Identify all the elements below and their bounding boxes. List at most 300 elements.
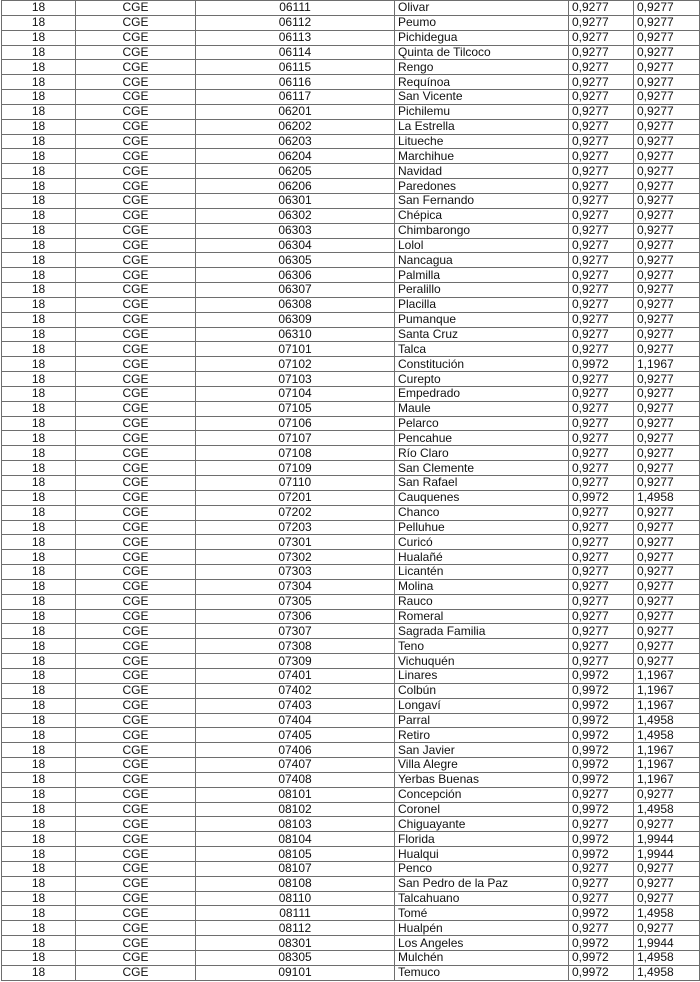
company-cell: CGE [76, 594, 196, 609]
company-cell: CGE [76, 758, 196, 773]
commune-code-cell: 07401 [196, 668, 395, 683]
commune-code-cell: 07309 [196, 654, 395, 669]
zone-cell: 18 [2, 861, 76, 876]
table-row [2, 75, 700, 90]
company-cell: CGE [76, 876, 196, 891]
commune-name-cell: Pumanque [395, 312, 569, 327]
factor-b-cell: 0,9277 [634, 550, 700, 565]
factor-a-cell: 0,9277 [569, 134, 634, 149]
commune-code-cell: 08103 [196, 817, 395, 832]
commune-code-cell: 07203 [196, 520, 395, 535]
factor-a-cell: 0,9277 [569, 594, 634, 609]
table-row [2, 787, 700, 802]
factor-b-cell: 0,9277 [634, 431, 700, 446]
factor-b-cell: 0,9277 [634, 90, 700, 105]
factor-a-cell: 0,9277 [569, 609, 634, 624]
commune-name-cell: Vichuquén [395, 654, 569, 669]
table-row [2, 208, 700, 223]
zone-cell: 18 [2, 654, 76, 669]
factor-a-cell: 0,9972 [569, 683, 634, 698]
commune-name-cell: Constitución [395, 357, 569, 372]
table-row [2, 446, 700, 461]
factor-b-cell: 0,9277 [634, 223, 700, 238]
company-cell: CGE [76, 505, 196, 520]
factor-a-cell: 0,9277 [569, 476, 634, 491]
commune-name-cell: Romeral [395, 609, 569, 624]
table-row [2, 386, 700, 401]
zone-cell: 18 [2, 416, 76, 431]
zone-cell: 18 [2, 312, 76, 327]
table-row [2, 906, 700, 921]
table-row [2, 817, 700, 832]
zone-cell: 18 [2, 90, 76, 105]
table-row [2, 253, 700, 268]
factor-a-cell: 0,9972 [569, 743, 634, 758]
zone-cell: 18 [2, 698, 76, 713]
zone-cell: 18 [2, 223, 76, 238]
factor-b-cell: 1,4958 [634, 802, 700, 817]
commune-name-cell: Licantén [395, 565, 569, 580]
factor-b-cell: 0,9277 [634, 461, 700, 476]
zone-cell: 18 [2, 876, 76, 891]
factor-a-cell: 0,9277 [569, 372, 634, 387]
commune-code-cell: 06305 [196, 253, 395, 268]
table-row [2, 461, 700, 476]
factor-b-cell: 0,9277 [634, 609, 700, 624]
factor-a-cell: 0,9277 [569, 208, 634, 223]
company-cell: CGE [76, 208, 196, 223]
table-row [2, 965, 700, 980]
table-row [2, 15, 700, 30]
commune-name-cell: San Rafael [395, 476, 569, 491]
zone-cell: 18 [2, 891, 76, 906]
factor-a-cell: 0,9277 [569, 461, 634, 476]
commune-name-cell: Río Claro [395, 446, 569, 461]
factor-a-cell: 0,9277 [569, 164, 634, 179]
factor-a-cell: 0,9277 [569, 565, 634, 580]
commune-code-cell: 06307 [196, 283, 395, 298]
factor-a-cell: 0,9277 [569, 75, 634, 90]
commune-rate-table [1, 0, 700, 981]
zone-cell: 18 [2, 179, 76, 194]
company-cell: CGE [76, 639, 196, 654]
company-cell: CGE [76, 832, 196, 847]
table-row [2, 728, 700, 743]
commune-name-cell: Florida [395, 832, 569, 847]
commune-code-cell: 07105 [196, 401, 395, 416]
table-row [2, 639, 700, 654]
factor-b-cell: 0,9277 [634, 386, 700, 401]
company-cell: CGE [76, 698, 196, 713]
factor-a-cell: 0,9277 [569, 416, 634, 431]
company-cell: CGE [76, 535, 196, 550]
commune-code-cell: 08111 [196, 906, 395, 921]
table-row [2, 297, 700, 312]
commune-code-cell: 07404 [196, 713, 395, 728]
table-row [2, 565, 700, 580]
company-cell: CGE [76, 906, 196, 921]
table-row [2, 758, 700, 773]
zone-cell: 18 [2, 624, 76, 639]
zone-cell: 18 [2, 772, 76, 787]
commune-name-cell: Colbún [395, 683, 569, 698]
table-row [2, 802, 700, 817]
factor-a-cell: 0,9277 [569, 327, 634, 342]
factor-a-cell: 0,9277 [569, 297, 634, 312]
factor-b-cell: 0,9277 [634, 208, 700, 223]
factor-b-cell: 0,9277 [634, 179, 700, 194]
factor-a-cell: 0,9277 [569, 624, 634, 639]
factor-b-cell: 0,9277 [634, 312, 700, 327]
zone-cell: 18 [2, 609, 76, 624]
commune-code-cell: 06205 [196, 164, 395, 179]
zone-cell: 18 [2, 802, 76, 817]
company-cell: CGE [76, 179, 196, 194]
company-cell: CGE [76, 75, 196, 90]
zone-cell: 18 [2, 476, 76, 491]
commune-name-cell: Parral [395, 713, 569, 728]
zone-cell: 18 [2, 268, 76, 283]
factor-a-cell: 0,9277 [569, 238, 634, 253]
commune-code-cell: 06204 [196, 149, 395, 164]
table-row [2, 342, 700, 357]
zone-cell: 18 [2, 149, 76, 164]
table-row [2, 357, 700, 372]
factor-b-cell: 0,9277 [634, 45, 700, 60]
commune-code-cell: 07107 [196, 431, 395, 446]
factor-b-cell: 0,9277 [634, 401, 700, 416]
commune-name-cell: Yerbas Buenas [395, 772, 569, 787]
commune-code-cell: 07406 [196, 743, 395, 758]
commune-name-cell: Cauquenes [395, 490, 569, 505]
table-row [2, 134, 700, 149]
factor-a-cell: 0,9277 [569, 639, 634, 654]
zone-cell: 18 [2, 639, 76, 654]
commune-name-cell: Curepto [395, 372, 569, 387]
table-row [2, 164, 700, 179]
zone-cell: 18 [2, 134, 76, 149]
factor-b-cell: 1,1967 [634, 743, 700, 758]
table-row [2, 119, 700, 134]
factor-a-cell: 0,9277 [569, 386, 634, 401]
commune-name-cell: Chépica [395, 208, 569, 223]
table-row [2, 654, 700, 669]
company-cell: CGE [76, 476, 196, 491]
commune-name-cell: Chimbarongo [395, 223, 569, 238]
zone-cell: 18 [2, 847, 76, 862]
company-cell: CGE [76, 520, 196, 535]
factor-b-cell: 0,9277 [634, 15, 700, 30]
commune-name-cell: Marchihue [395, 149, 569, 164]
factor-b-cell: 0,9277 [634, 861, 700, 876]
company-cell: CGE [76, 253, 196, 268]
zone-cell: 18 [2, 1, 76, 16]
commune-name-cell: Pichidegua [395, 30, 569, 45]
zone-cell: 18 [2, 550, 76, 565]
company-cell: CGE [76, 268, 196, 283]
commune-code-cell: 08110 [196, 891, 395, 906]
company-cell: CGE [76, 461, 196, 476]
company-cell: CGE [76, 372, 196, 387]
company-cell: CGE [76, 223, 196, 238]
factor-b-cell: 0,9277 [634, 639, 700, 654]
factor-b-cell: 1,1967 [634, 668, 700, 683]
factor-b-cell: 0,9277 [634, 817, 700, 832]
factor-b-cell: 0,9277 [634, 476, 700, 491]
factor-a-cell: 0,9277 [569, 921, 634, 936]
commune-code-cell: 07202 [196, 505, 395, 520]
commune-code-cell: 06306 [196, 268, 395, 283]
company-cell: CGE [76, 550, 196, 565]
factor-b-cell: 1,1967 [634, 698, 700, 713]
company-cell: CGE [76, 951, 196, 966]
commune-name-cell: Placilla [395, 297, 569, 312]
commune-name-cell: Rauco [395, 594, 569, 609]
commune-name-cell: Curicó [395, 535, 569, 550]
factor-a-cell: 0,9277 [569, 149, 634, 164]
table-row [2, 30, 700, 45]
zone-cell: 18 [2, 431, 76, 446]
factor-b-cell: 0,9277 [634, 520, 700, 535]
company-cell: CGE [76, 683, 196, 698]
factor-a-cell: 0,9972 [569, 847, 634, 862]
company-cell: CGE [76, 624, 196, 639]
company-cell: CGE [76, 134, 196, 149]
factor-b-cell: 1,1967 [634, 357, 700, 372]
table-row [2, 535, 700, 550]
commune-name-cell: Retiro [395, 728, 569, 743]
table-row [2, 45, 700, 60]
commune-name-cell: Longaví [395, 698, 569, 713]
zone-cell: 18 [2, 297, 76, 312]
factor-a-cell: 0,9972 [569, 698, 634, 713]
factor-a-cell: 0,9277 [569, 431, 634, 446]
zone-cell: 18 [2, 906, 76, 921]
commune-code-cell: 07103 [196, 372, 395, 387]
commune-code-cell: 08105 [196, 847, 395, 862]
commune-name-cell: Rengo [395, 60, 569, 75]
table-row [2, 713, 700, 728]
zone-cell: 18 [2, 713, 76, 728]
commune-name-cell: Concepción [395, 787, 569, 802]
zone-cell: 18 [2, 45, 76, 60]
zone-cell: 18 [2, 965, 76, 980]
table-row [2, 683, 700, 698]
company-cell: CGE [76, 861, 196, 876]
commune-name-cell: San Pedro de la Paz [395, 876, 569, 891]
factor-a-cell: 0,9277 [569, 579, 634, 594]
company-cell: CGE [76, 312, 196, 327]
zone-cell: 18 [2, 490, 76, 505]
commune-code-cell: 07405 [196, 728, 395, 743]
factor-b-cell: 0,9277 [634, 416, 700, 431]
zone-cell: 18 [2, 594, 76, 609]
zone-cell: 18 [2, 817, 76, 832]
table-row [2, 861, 700, 876]
commune-name-cell: Navidad [395, 164, 569, 179]
commune-code-cell: 06201 [196, 104, 395, 119]
company-cell: CGE [76, 60, 196, 75]
factor-b-cell: 1,1967 [634, 683, 700, 698]
commune-name-cell: Empedrado [395, 386, 569, 401]
factor-b-cell: 1,4958 [634, 728, 700, 743]
factor-b-cell: 0,9277 [634, 60, 700, 75]
factor-b-cell: 0,9277 [634, 164, 700, 179]
company-cell: CGE [76, 342, 196, 357]
commune-name-cell: La Estrella [395, 119, 569, 134]
factor-b-cell: 0,9277 [634, 342, 700, 357]
factor-b-cell: 1,4958 [634, 906, 700, 921]
zone-cell: 18 [2, 386, 76, 401]
commune-name-cell: Talca [395, 342, 569, 357]
company-cell: CGE [76, 386, 196, 401]
commune-name-cell: Litueche [395, 134, 569, 149]
factor-a-cell: 0,9277 [569, 787, 634, 802]
zone-cell: 18 [2, 208, 76, 223]
factor-b-cell: 0,9277 [634, 238, 700, 253]
commune-code-cell: 07110 [196, 476, 395, 491]
commune-code-cell: 07201 [196, 490, 395, 505]
table-row [2, 951, 700, 966]
commune-name-cell: San Clemente [395, 461, 569, 476]
factor-a-cell: 0,9277 [569, 30, 634, 45]
factor-b-cell: 0,9277 [634, 565, 700, 580]
factor-a-cell: 0,9277 [569, 654, 634, 669]
factor-b-cell: 0,9277 [634, 119, 700, 134]
company-cell: CGE [76, 772, 196, 787]
factor-b-cell: 0,9277 [634, 505, 700, 520]
factor-b-cell: 0,9277 [634, 268, 700, 283]
factor-b-cell: 0,9277 [634, 372, 700, 387]
commune-code-cell: 09101 [196, 965, 395, 980]
commune-code-cell: 06309 [196, 312, 395, 327]
zone-cell: 18 [2, 30, 76, 45]
commune-code-cell: 06114 [196, 45, 395, 60]
table-row [2, 550, 700, 565]
table-row [2, 594, 700, 609]
company-cell: CGE [76, 90, 196, 105]
table-row [2, 193, 700, 208]
factor-a-cell: 0,9277 [569, 223, 634, 238]
table-row [2, 624, 700, 639]
table-row [2, 104, 700, 119]
commune-name-cell: Pencahue [395, 431, 569, 446]
factor-b-cell: 1,1967 [634, 772, 700, 787]
commune-code-cell: 08102 [196, 802, 395, 817]
factor-a-cell: 0,9277 [569, 312, 634, 327]
zone-cell: 18 [2, 787, 76, 802]
commune-code-cell: 06301 [196, 193, 395, 208]
commune-name-cell: Peumo [395, 15, 569, 30]
factor-a-cell: 0,9277 [569, 505, 634, 520]
commune-code-cell: 06302 [196, 208, 395, 223]
commune-name-cell: Pelarco [395, 416, 569, 431]
zone-cell: 18 [2, 579, 76, 594]
company-cell: CGE [76, 45, 196, 60]
commune-name-cell: Chanco [395, 505, 569, 520]
factor-a-cell: 0,9972 [569, 906, 634, 921]
commune-name-cell: Maule [395, 401, 569, 416]
factor-a-cell: 0,9972 [569, 802, 634, 817]
commune-name-cell: Coronel [395, 802, 569, 817]
factor-b-cell: 0,9277 [634, 283, 700, 298]
zone-cell: 18 [2, 446, 76, 461]
table-row [2, 520, 700, 535]
company-cell: CGE [76, 668, 196, 683]
company-cell: CGE [76, 297, 196, 312]
zone-cell: 18 [2, 119, 76, 134]
commune-name-cell: San Vicente [395, 90, 569, 105]
commune-name-cell: San Javier [395, 743, 569, 758]
table-row [2, 372, 700, 387]
company-cell: CGE [76, 728, 196, 743]
factor-b-cell: 0,9277 [634, 535, 700, 550]
company-cell: CGE [76, 357, 196, 372]
commune-name-cell: Temuco [395, 965, 569, 980]
commune-name-cell: Chiguayante [395, 817, 569, 832]
zone-cell: 18 [2, 75, 76, 90]
commune-name-cell: Requínoa [395, 75, 569, 90]
table-body [2, 1, 700, 981]
factor-a-cell: 0,9277 [569, 104, 634, 119]
factor-b-cell: 0,9277 [634, 891, 700, 906]
commune-code-cell: 06303 [196, 223, 395, 238]
commune-code-cell: 07104 [196, 386, 395, 401]
company-cell: CGE [76, 1, 196, 16]
factor-b-cell: 0,9277 [634, 624, 700, 639]
commune-code-cell: 06113 [196, 30, 395, 45]
table-row [2, 238, 700, 253]
commune-code-cell: 06310 [196, 327, 395, 342]
factor-b-cell: 0,9277 [634, 327, 700, 342]
table-row [2, 832, 700, 847]
factor-a-cell: 0,9277 [569, 876, 634, 891]
commune-code-cell: 07408 [196, 772, 395, 787]
commune-name-cell: Los Angeles [395, 936, 569, 951]
zone-cell: 18 [2, 253, 76, 268]
table-row [2, 847, 700, 862]
commune-code-cell: 07403 [196, 698, 395, 713]
table-row [2, 1, 700, 16]
commune-name-cell: Paredones [395, 179, 569, 194]
factor-b-cell: 1,4958 [634, 951, 700, 966]
company-cell: CGE [76, 401, 196, 416]
factor-b-cell: 1,9944 [634, 832, 700, 847]
table-row [2, 891, 700, 906]
factor-a-cell: 0,9277 [569, 342, 634, 357]
table-row [2, 268, 700, 283]
company-cell: CGE [76, 446, 196, 461]
zone-cell: 18 [2, 401, 76, 416]
commune-name-cell: Mulchén [395, 951, 569, 966]
factor-b-cell: 0,9277 [634, 297, 700, 312]
table-row [2, 743, 700, 758]
table-row [2, 490, 700, 505]
commune-name-cell: Pelluhue [395, 520, 569, 535]
factor-a-cell: 0,9972 [569, 772, 634, 787]
zone-cell: 18 [2, 342, 76, 357]
company-cell: CGE [76, 965, 196, 980]
commune-name-cell: Villa Alegre [395, 758, 569, 773]
commune-name-cell: Penco [395, 861, 569, 876]
factor-b-cell: 0,9277 [634, 30, 700, 45]
factor-a-cell: 0,9972 [569, 490, 634, 505]
company-cell: CGE [76, 609, 196, 624]
table-row [2, 772, 700, 787]
factor-b-cell: 0,9277 [634, 594, 700, 609]
factor-a-cell: 0,9972 [569, 936, 634, 951]
commune-name-cell: Hualqui [395, 847, 569, 862]
